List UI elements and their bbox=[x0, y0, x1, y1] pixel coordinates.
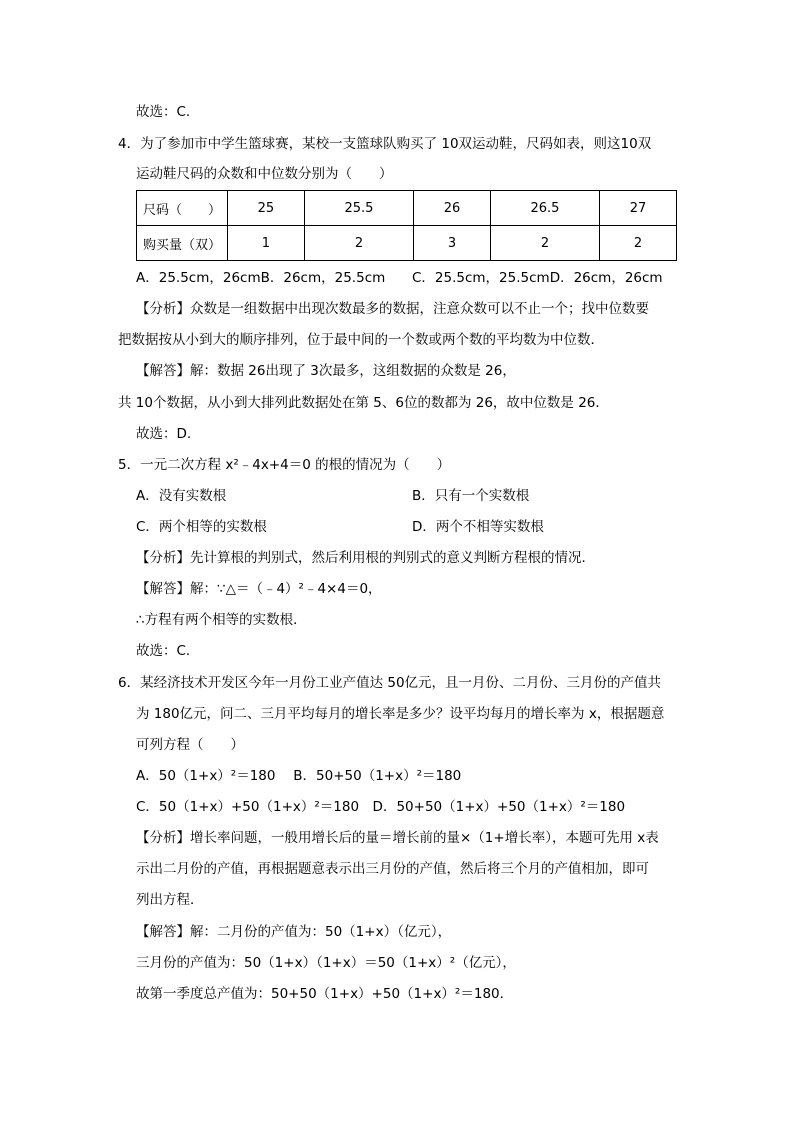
q4-solution-2: 共 10个数据，从小到大排列此数据处在第 5、6位的数都为 26，故中位数是 26． bbox=[118, 395, 609, 411]
q5-analysis: 【分析】先计算根的判别式，然后利用根的判别式的意义判断方程根的情况． bbox=[136, 550, 595, 566]
q5-option-b: B．只有一个实数根 bbox=[412, 488, 530, 504]
q6-stem-2: 为 180亿元，问二、三月平均每月的增长率是多少？设平均每月的增长率为 x，根据题意 bbox=[136, 706, 665, 722]
table-row bbox=[137, 226, 677, 261]
table-cell: 27 bbox=[600, 191, 677, 226]
table-cell: 1 bbox=[228, 226, 305, 261]
table-cell: 25.5 bbox=[304, 191, 413, 226]
q5-option-a: A．没有实数根 bbox=[136, 488, 227, 504]
q5-solution-2: ∴方程有两个相等的实数根． bbox=[136, 612, 307, 628]
q5-solution-1: 【解答】解：∵△＝（﹣4）²﹣4×4＝0， bbox=[136, 581, 382, 597]
q5-answer: 故选：C. bbox=[136, 643, 191, 659]
q5-stem: 5．一元二次方程 x²﹣4x+4＝0 的根的情况为（ ） bbox=[118, 457, 451, 473]
table-row bbox=[137, 191, 677, 226]
q6-options-cd: C．50（1+x）+50（1+x）²＝180 D．50+50（1+x）+50（1+x）²＝180 bbox=[136, 799, 626, 815]
q6-analysis-3: 列出方程． bbox=[136, 892, 204, 908]
q4-analysis-1: 【分析】众数是一组数据中出现次数最多的数据，注意众数可以不止一个；找中位数要 bbox=[136, 301, 649, 317]
q6-solution-2: 三月份的产值为：50（1+x）（1+x）＝50（1+x）²（亿元）， bbox=[136, 955, 516, 971]
q4-options-ab: A．25.5cm，26cmB．26cm，25.5cm bbox=[136, 270, 386, 286]
q6-analysis-2: 示出二月份的产值，再根据题意表示出三月份的产值，然后将三个月的产值相加，即可 bbox=[136, 861, 649, 877]
table-header-cell: 尺码（ ） bbox=[137, 191, 228, 226]
q6-options-ab: A．50（1+x）²＝180 B．50+50（1+x）²＝180 bbox=[136, 768, 462, 784]
table-header-cell: 购买量（双） bbox=[137, 226, 228, 261]
table-cell: 26.5 bbox=[490, 191, 599, 226]
q6-analysis-1: 【分析】增长率问题，一般用增长后的量＝增长前的量×（1+增长率），本题可先用 x表 bbox=[136, 830, 659, 846]
q6-solution-1: 【解答】解：二月份的产值为：50（1+x）（亿元）， bbox=[136, 924, 452, 940]
q6-stem-1: 6．某经济技术开发区今年一月份工业产值达 50亿元，且一月份、二月份、三月份的产值共 bbox=[118, 675, 662, 691]
q6-solution-3: 故第一季度总产值为：50+50（1+x）+50（1+x）²＝180． bbox=[136, 986, 514, 1002]
q6-stem-3: 可列方程（ ） bbox=[136, 737, 244, 753]
q5-option-c: C．两个相等的实数根 bbox=[136, 519, 267, 535]
q5-option-d: D．两个不相等实数根 bbox=[412, 519, 544, 535]
q4-solution-1: 【解答】解：数据 26出现了 3次最多，这组数据的众数是 26， bbox=[136, 363, 516, 379]
table-cell: 2 bbox=[490, 226, 599, 261]
q4-answer: 故选：D. bbox=[136, 426, 192, 442]
q4-stem-line2: 运动鞋尺码的众数和中位数分别为（ ） bbox=[136, 166, 393, 182]
q3-answer: 故选：C. bbox=[136, 104, 191, 120]
table-cell: 2 bbox=[304, 226, 413, 261]
table-cell: 25 bbox=[228, 191, 305, 226]
q4-options-cd: C．25.5cm，25.5cmD．26cm，26cm bbox=[412, 270, 663, 286]
table-cell: 2 bbox=[600, 226, 677, 261]
q4-analysis-2: 把数据按从小到大的顺序排列，位于最中间的一个数或两个数的平均数为中位数． bbox=[118, 332, 604, 348]
shoe-size-table bbox=[136, 190, 677, 261]
table-cell: 3 bbox=[414, 226, 491, 261]
q4-stem-line1: 4．为了参加市中学生篮球赛，某校一支篮球队购买了 10双运动鞋，尺码如表，则这10双 bbox=[118, 136, 652, 152]
table-cell: 26 bbox=[414, 191, 491, 226]
